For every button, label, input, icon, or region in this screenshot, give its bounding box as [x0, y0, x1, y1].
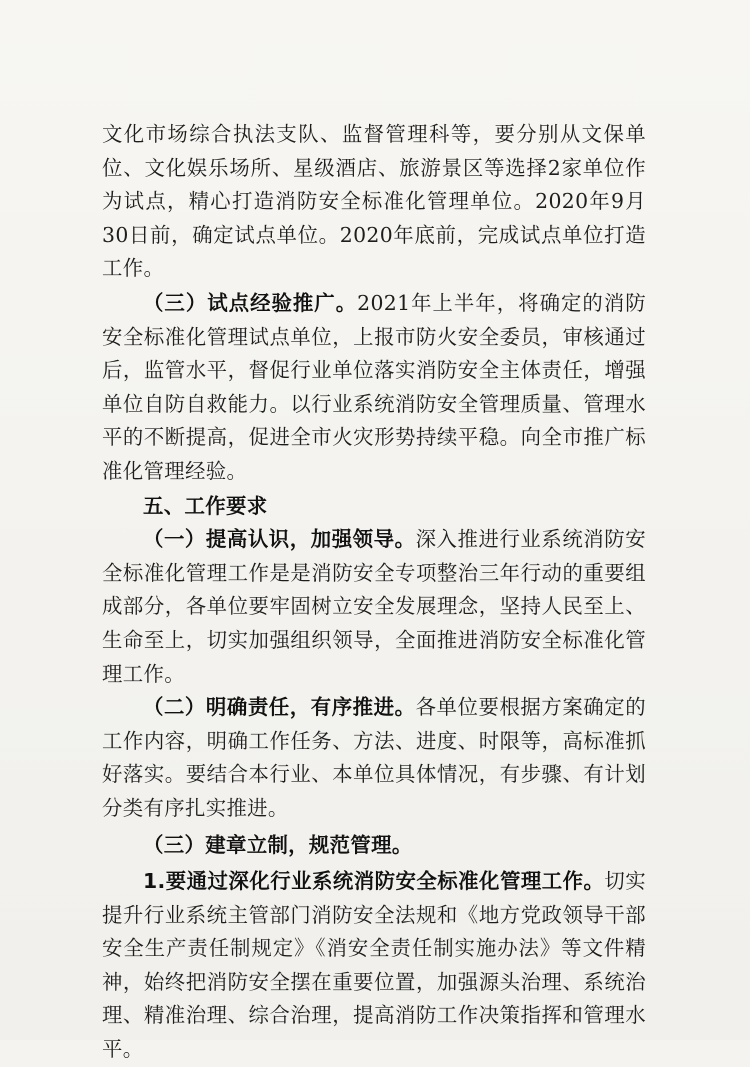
paragraph-responsibility [102, 691, 646, 825]
paragraph-text: 各单位要根据方案确定的工作内容，明确工作任务、方法、进度、时限等，高标准抓好落实。要结合本行业、本单位具体情况，有步骤、有计划分类有序扎实推进。 [102, 695, 646, 820]
paragraph-regulation [102, 829, 646, 863]
paragraph-lead: （一）提高认识，加强领导。 [143, 527, 416, 552]
paragraph-pilot-selection [102, 118, 646, 286]
paragraph-lead: （三）试点经验推广。 [143, 290, 358, 315]
paragraph-text: 切实提升行业系统主管部门消防安全法规和《地方党政领导干部安全生产责任制规定》《消安全责任制实施办法》等文件精神，始终把消防安全摆在重要位置，加强源头治理、系统治理、精准治理、综合治理，提高消防工作决策指挥和管理水平。 [102, 869, 647, 1062]
paragraph-pilot-promotion [102, 287, 646, 489]
paragraph-text: 文化市场综合执法支队、监督管理科等，要分别从文保单位、文化娱乐场所、星级酒店、旅游景区等选择2家单位作为试点，精心打造消防安全标准化管理单位。2020年9月30日前，确定试点单位。2020年底前，完成试点单位打造工作。 [102, 122, 646, 281]
paragraph-deepen-standardization [102, 865, 646, 1067]
paragraph-lead: （三）建章立制，规范管理。 [143, 833, 413, 858]
paragraph-text: 深入推进行业系统消防安全标准化管理工作是是消防安全专项整治三年行动的重要组成部分，各单位要牢固树立安全发展理念，坚持人民至上、生命至上，切实加强组织领导，全面推进消防安全标准化管理工作。 [102, 527, 646, 686]
paragraph-lead: （二）明确责任，有序推进。 [143, 695, 416, 720]
document-body [102, 118, 646, 1067]
paragraph-leadership [102, 523, 646, 691]
paragraph-lead: 1.要通过深化行业系统消防安全标准化管理工作。 [143, 869, 605, 894]
section-heading-work-requirements: 五、工作要求 [143, 493, 268, 518]
paragraph-text: 2021年上半年，将确定的消防安全标准化管理试点单位，上报市防火安全委员，审核通过后，监管水平，督促行业单位落实消防安全主体责任，增强单位自防自救能力。以行业系统消防安全管理质量、管理水平的不断提高，促进全市火灾形势持续平稳。向全市推广标准化管理经验。 [102, 290, 646, 483]
